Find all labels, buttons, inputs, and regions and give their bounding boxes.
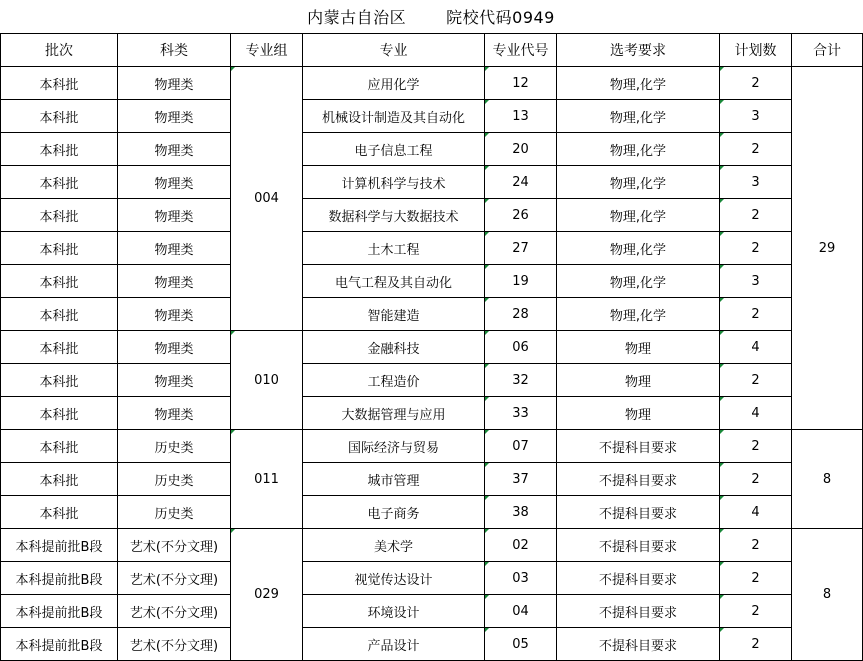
cell-category: 物理类 (118, 166, 231, 199)
cell-subject-requirement: 不提科目要求 (557, 463, 720, 496)
cell-major-code: 32 (485, 364, 557, 397)
cell-major-code: 27 (485, 232, 557, 265)
cell-plan-count: 2 (720, 67, 792, 100)
cell-major-code: 26 (485, 199, 557, 232)
cell-plan-count: 2 (720, 298, 792, 331)
cell-plan-count: 2 (720, 232, 792, 265)
cell-major: 美术学 (303, 529, 485, 562)
cell-category: 物理类 (118, 265, 231, 298)
cell-major-code: 38 (485, 496, 557, 529)
cell-major-code: 05 (485, 628, 557, 661)
cell-major-code: 04 (485, 595, 557, 628)
cell-plan-count: 2 (720, 562, 792, 595)
header-subject-requirement: 选考要求 (557, 34, 720, 67)
cell-major-group: 004 (231, 67, 303, 331)
cell-plan-count: 2 (720, 199, 792, 232)
cell-major: 电气工程及其自动化 (303, 265, 485, 298)
cell-batch: 本科提前批B段 (1, 595, 118, 628)
table-row (1, 232, 863, 265)
cell-major-code: 07 (485, 430, 557, 463)
table-row (1, 265, 863, 298)
cell-batch: 本科批 (1, 67, 118, 100)
cell-batch: 本科批 (1, 199, 118, 232)
cell-category: 物理类 (118, 397, 231, 430)
cell-category: 物理类 (118, 133, 231, 166)
table-row (1, 166, 863, 199)
cell-total: 8 (792, 430, 863, 529)
cell-subject-requirement: 物理 (557, 364, 720, 397)
cell-batch: 本科批 (1, 166, 118, 199)
cell-major-code: 03 (485, 562, 557, 595)
cell-major-group: 011 (231, 430, 303, 529)
cell-major-code: 37 (485, 463, 557, 496)
cell-category: 物理类 (118, 199, 231, 232)
table-row (1, 529, 863, 562)
cell-category: 艺术(不分文理) (118, 529, 231, 562)
cell-major: 国际经济与贸易 (303, 430, 485, 463)
cell-plan-count: 2 (720, 430, 792, 463)
cell-major: 计算机科学与技术 (303, 166, 485, 199)
cell-plan-count: 2 (720, 463, 792, 496)
cell-batch: 本科批 (1, 463, 118, 496)
cell-major: 金融科技 (303, 331, 485, 364)
header-batch: 批次 (1, 34, 118, 67)
cell-batch: 本科批 (1, 265, 118, 298)
cell-subject-requirement: 不提科目要求 (557, 562, 720, 595)
header-group: 专业组 (231, 34, 303, 67)
cell-subject-requirement: 不提科目要求 (557, 529, 720, 562)
cell-category: 物理类 (118, 331, 231, 364)
header-total: 合计 (792, 34, 863, 67)
header-major: 专业 (303, 34, 485, 67)
cell-subject-requirement: 物理,化学 (557, 133, 720, 166)
table-row (1, 199, 863, 232)
cell-batch: 本科批 (1, 298, 118, 331)
cell-subject-requirement: 物理,化学 (557, 166, 720, 199)
cell-major: 数据科学与大数据技术 (303, 199, 485, 232)
cell-major-code: 12 (485, 67, 557, 100)
header-plan-count: 计划数 (720, 34, 792, 67)
cell-plan-count: 2 (720, 133, 792, 166)
cell-total: 29 (792, 67, 863, 430)
cell-subject-requirement: 不提科目要求 (557, 628, 720, 661)
cell-category: 艺术(不分文理) (118, 562, 231, 595)
cell-category: 艺术(不分文理) (118, 595, 231, 628)
cell-category: 艺术(不分文理) (118, 628, 231, 661)
cell-plan-count: 3 (720, 100, 792, 133)
cell-major: 土木工程 (303, 232, 485, 265)
cell-major-code: 06 (485, 331, 557, 364)
cell-batch: 本科批 (1, 100, 118, 133)
cell-major-code: 02 (485, 529, 557, 562)
cell-total: 8 (792, 529, 863, 661)
cell-subject-requirement: 物理 (557, 397, 720, 430)
cell-major: 产品设计 (303, 628, 485, 661)
table-row (1, 298, 863, 331)
cell-major: 应用化学 (303, 67, 485, 100)
table-row (1, 133, 863, 166)
region-label: 内蒙古自治区 (307, 8, 407, 27)
cell-major: 电子信息工程 (303, 133, 485, 166)
cell-subject-requirement: 物理,化学 (557, 199, 720, 232)
cell-major: 视觉传达设计 (303, 562, 485, 595)
cell-major-code: 19 (485, 265, 557, 298)
cell-batch: 本科批 (1, 232, 118, 265)
header-row (1, 34, 863, 67)
table-row (1, 397, 863, 430)
table-row (1, 628, 863, 661)
cell-batch: 本科提前批B段 (1, 529, 118, 562)
cell-subject-requirement: 不提科目要求 (557, 430, 720, 463)
table-row (1, 430, 863, 463)
header-category: 科类 (118, 34, 231, 67)
cell-major: 工程造价 (303, 364, 485, 397)
admission-plan-table (0, 33, 863, 661)
cell-subject-requirement: 物理,化学 (557, 232, 720, 265)
cell-major-code: 28 (485, 298, 557, 331)
cell-batch: 本科批 (1, 430, 118, 463)
table-row (1, 100, 863, 133)
cell-major-group: 029 (231, 529, 303, 661)
cell-major-code: 33 (485, 397, 557, 430)
cell-category: 历史类 (118, 463, 231, 496)
cell-batch: 本科批 (1, 364, 118, 397)
cell-major: 机械设计制造及其自动化 (303, 100, 485, 133)
cell-major: 城市管理 (303, 463, 485, 496)
cell-category: 物理类 (118, 298, 231, 331)
cell-category: 物理类 (118, 232, 231, 265)
cell-subject-requirement: 物理,化学 (557, 100, 720, 133)
school-code-label: 院校代码0949 (446, 8, 555, 27)
page-title (0, 0, 862, 33)
cell-category: 历史类 (118, 496, 231, 529)
table-row (1, 496, 863, 529)
cell-batch: 本科批 (1, 397, 118, 430)
cell-major-group: 010 (231, 331, 303, 430)
cell-subject-requirement: 物理,化学 (557, 265, 720, 298)
cell-major: 电子商务 (303, 496, 485, 529)
cell-plan-count: 4 (720, 496, 792, 529)
cell-major: 环境设计 (303, 595, 485, 628)
cell-plan-count: 2 (720, 364, 792, 397)
cell-plan-count: 2 (720, 595, 792, 628)
cell-batch: 本科批 (1, 331, 118, 364)
header-major-code: 专业代号 (485, 34, 557, 67)
cell-subject-requirement: 物理,化学 (557, 67, 720, 100)
cell-subject-requirement: 物理 (557, 331, 720, 364)
cell-batch: 本科提前批B段 (1, 628, 118, 661)
cell-subject-requirement: 不提科目要求 (557, 496, 720, 529)
table-row (1, 595, 863, 628)
cell-plan-count: 3 (720, 166, 792, 199)
cell-major-code: 20 (485, 133, 557, 166)
cell-subject-requirement: 不提科目要求 (557, 595, 720, 628)
cell-category: 物理类 (118, 364, 231, 397)
cell-plan-count: 2 (720, 628, 792, 661)
table-row (1, 463, 863, 496)
cell-category: 历史类 (118, 430, 231, 463)
cell-plan-count: 4 (720, 397, 792, 430)
cell-major-code: 13 (485, 100, 557, 133)
cell-category: 物理类 (118, 100, 231, 133)
cell-plan-count: 2 (720, 529, 792, 562)
table-row (1, 67, 863, 100)
table-row (1, 364, 863, 397)
cell-batch: 本科批 (1, 496, 118, 529)
cell-batch: 本科提前批B段 (1, 562, 118, 595)
table-row (1, 562, 863, 595)
cell-batch: 本科批 (1, 133, 118, 166)
cell-subject-requirement: 物理,化学 (557, 298, 720, 331)
cell-major: 大数据管理与应用 (303, 397, 485, 430)
cell-major-code: 24 (485, 166, 557, 199)
table-row (1, 331, 863, 364)
cell-plan-count: 3 (720, 265, 792, 298)
cell-category: 物理类 (118, 67, 231, 100)
cell-plan-count: 4 (720, 331, 792, 364)
cell-major: 智能建造 (303, 298, 485, 331)
